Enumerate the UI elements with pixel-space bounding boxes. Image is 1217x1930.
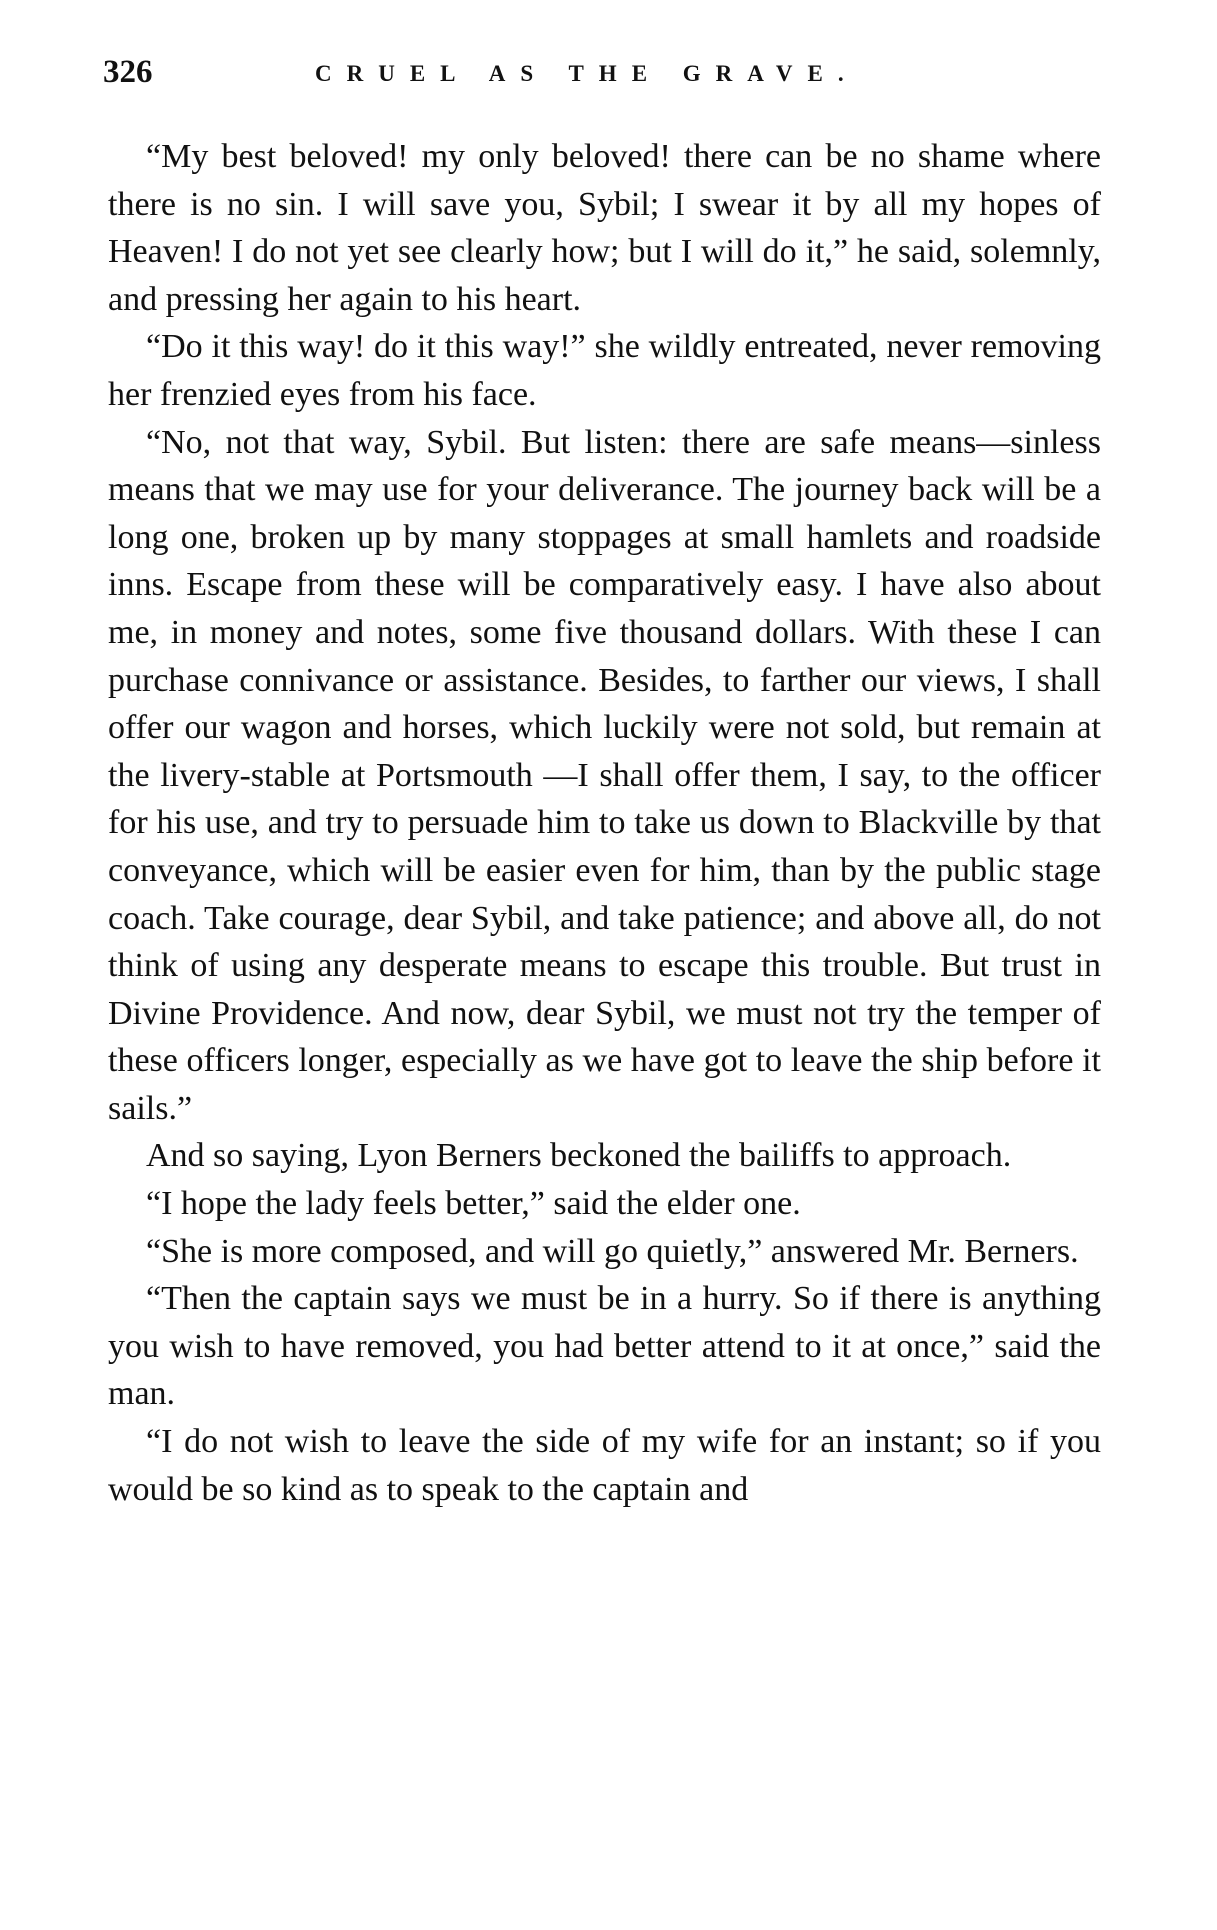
- paragraph: “She is more composed, and will go quietly,” answered Mr. Berners.: [146, 1232, 1079, 1270]
- page-header: [103, 52, 1103, 92]
- running-head: CRUEL AS THE GRAVE.: [315, 61, 859, 86]
- paragraph: “My best beloved! my only beloved! there can be no shame where there is no sin. I will save you, Sybil; I swear it by all my hopes of Heaven! I do not yet see clearly how; but I will do it,” he said, solemnly, and pressing her again to his heart.: [108, 138, 1101, 318]
- paragraph: “Then the captain says we must be in a hurry. So if there is anything you wish to have removed, you had better attend to it at once,” said the man.: [108, 1280, 1101, 1413]
- paragraph: “I hope the lady feels better,” said the elder one.: [146, 1185, 801, 1223]
- paragraph: And so saying, Lyon Berners beckoned the bailiffs to approach.: [146, 1137, 1012, 1175]
- body-text: [108, 133, 1101, 1513]
- paragraph: “No, not that way, Sybil. But listen: there are safe means—sinless means that we may use for your deliverance. The journey back will be a long one, broken up by many stoppages at small hamlets and roadside inns. Escape from these will be comparatively easy. I have also about me, in money and notes, some five thousand dollars. With these I can purchase connivance or assistance. Besides, to farther our views, I shall offer our wagon and horses, which luckily were not sold, but remain at the livery-stable at Portsmouth —I shall offer them, I say, to the officer for his use, and try to persuade him to take us down to Blackville by that conveyance, which will be easier even for him, than by the public stage coach. Take courage, dear Sybil, and take patience; and above all, do not think of using any desperate means to escape this trouble. But trust in Divine Providence. And now, dear Sybil, we must not try the temper of these officers longer, especially as we have got to leave the ship before it sails.”: [108, 423, 1101, 1127]
- page-number: 326: [103, 54, 153, 90]
- paragraph: “I do not wish to leave the side of my wife for an instant; so if you would be so kind as to speak to the captain and: [108, 1423, 1101, 1508]
- paragraph: “Do it this way! do it this way!” she wildly entreated, never removing her frenzied eyes from his face.: [108, 328, 1101, 413]
